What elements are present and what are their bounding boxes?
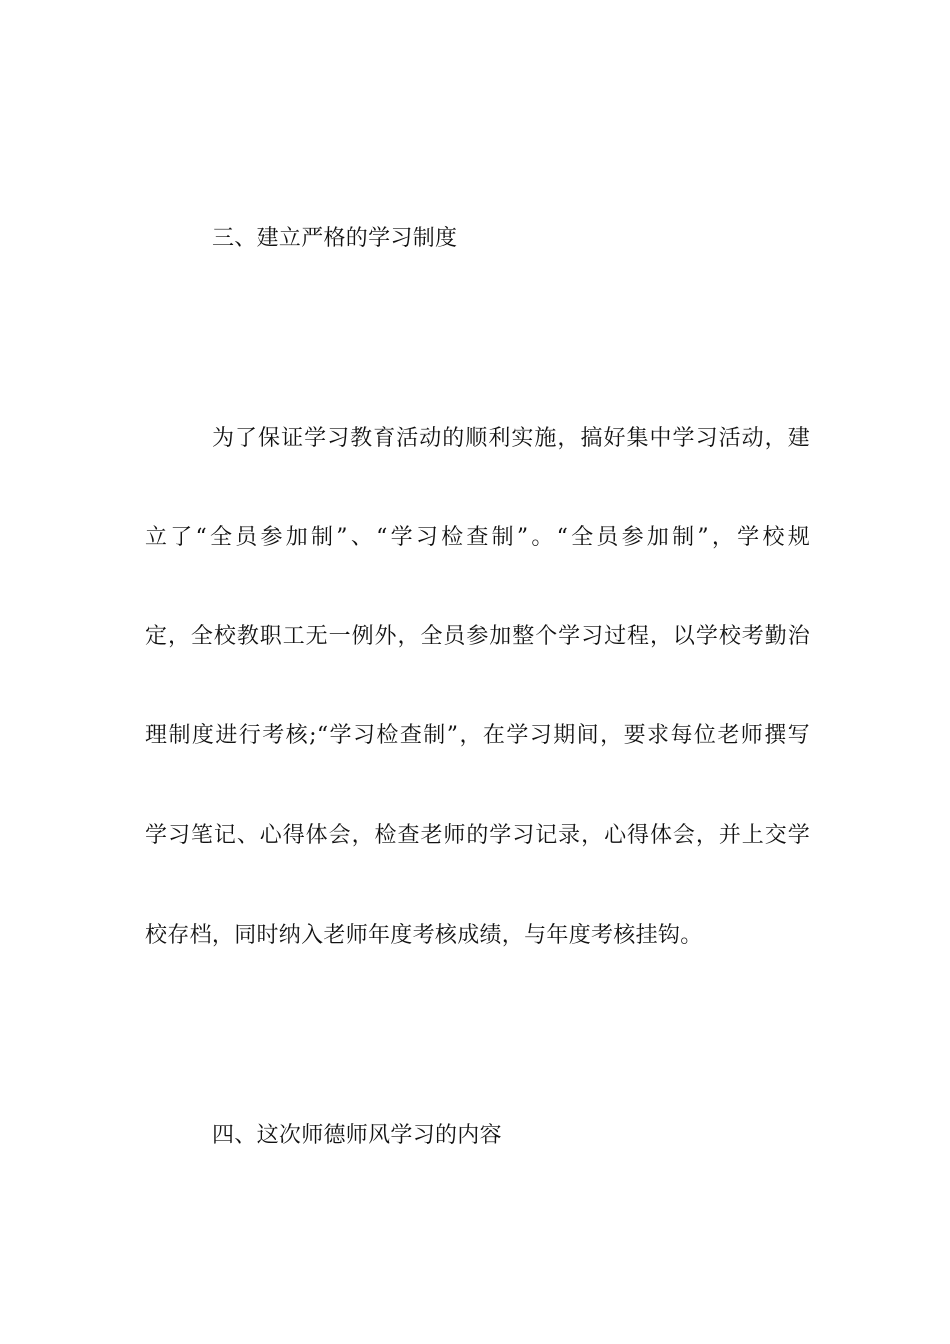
paragraph-line: 理制度进行考核;“学习检查制”，在学习期间，要求每位老师撰写 [145, 723, 810, 748]
paragraph-line: 定，全校教职工无一例外，全员参加整个学习过程，以学校考勤治 [145, 624, 810, 649]
section-3-heading: 三、建立严格的学习制度 [212, 226, 458, 251]
paragraph-line: 立了“全员参加制”、“学习检查制”。“全员参加制”，学校规 [145, 525, 810, 550]
section-4-heading: 四、这次师德师风学习的内容 [212, 1123, 502, 1148]
paragraph-line: 为了保证学习教育活动的顺利实施，搞好集中学习活动，建 [212, 426, 810, 451]
paragraph-line: 学习笔记、心得体会，检查老师的学习记录，心得体会，并上交学 [145, 823, 810, 848]
paragraph-line: 校存档，同时纳入老师年度考核成绩，与年度考核挂钩。 [145, 923, 703, 948]
